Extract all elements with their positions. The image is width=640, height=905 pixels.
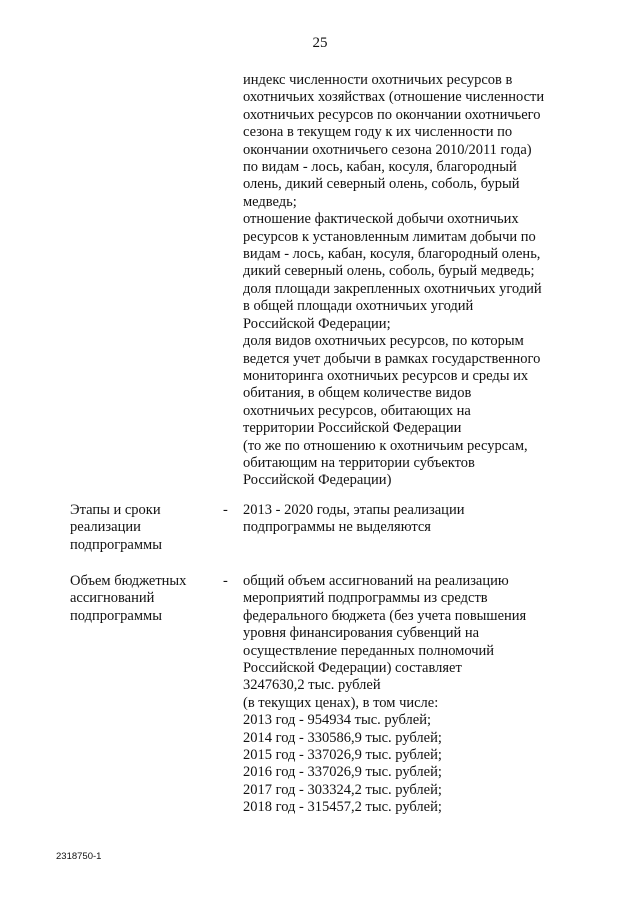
budget-label — [70, 573, 220, 625]
text-line: обитающим на территории субъектов — [243, 454, 475, 471]
value-line: 2017 год - 303324,2 тыс. рублей; — [243, 781, 442, 798]
label-line: Объем бюджетных — [70, 573, 187, 589]
text-line: мониторинга охотничьих ресурсов и среды их — [243, 367, 529, 384]
text-line: медведь; — [243, 193, 297, 210]
value-line: (в текущих ценах), в том числе: — [243, 694, 439, 711]
text-line: по видам - лось, кабан, косуля, благородный — [243, 159, 517, 176]
text-line: сезона в текущем году к их численности по — [243, 124, 513, 141]
label-line: Этапы и сроки — [70, 502, 161, 518]
text-line: доля видов охотничьих ресурсов, по которым — [243, 333, 524, 350]
text-line: охотничьих хозяйствах (отношение численности — [243, 89, 545, 106]
text-line: доля площади закрепленных охотничьих угодий — [243, 280, 542, 297]
budget-value — [243, 573, 623, 817]
text-line: территории Российской Федерации — [243, 420, 462, 437]
value-line: 2013 - 2020 годы, этапы реализации — [243, 502, 465, 518]
value-line: федерального бюджета (без учета повышения — [243, 607, 527, 624]
stages-label — [70, 502, 220, 554]
text-line: охотничьих ресурсов по окончании охотничьего — [243, 106, 541, 123]
indicators-list — [243, 72, 623, 490]
budget-dash: - — [223, 573, 228, 589]
value-line: 2018 год - 315457,2 тыс. рублей; — [243, 799, 442, 816]
text-line: в общей площади охотничьих угодий — [243, 298, 474, 315]
value-line: осуществление переданных полномочий — [243, 642, 495, 659]
document-code: 2318750-1 — [56, 851, 102, 862]
text-line: обитания, в общем количестве видов — [243, 385, 472, 402]
text-line: Российской Федерации) — [243, 472, 392, 489]
value-line: 3247630,2 тыс. рублей — [243, 677, 381, 694]
stages-dash: - — [223, 502, 228, 518]
text-line: окончании охотничьего сезона 2010/2011 года) — [243, 141, 532, 158]
value-line: общий объем ассигнований на реализацию — [243, 573, 509, 589]
text-line: отношение фактической добычи охотничьих — [243, 211, 519, 228]
value-line: 2015 год - 337026,9 тыс. рублей; — [243, 747, 442, 764]
value-line: Российской Федерации) составляет — [243, 660, 462, 677]
stages-value — [243, 502, 623, 537]
text-line: индекс численности охотничьих ресурсов в — [243, 72, 513, 88]
value-line: 2014 год - 330586,9 тыс. рублей; — [243, 729, 442, 746]
value-line: 2016 год - 337026,9 тыс. рублей; — [243, 764, 442, 781]
text-line: (то же по отношению к охотничьим ресурсам, — [243, 437, 528, 454]
text-line: ресурсов к установленным лимитам добычи по — [243, 228, 536, 245]
value-line: подпрограммы не выделяются — [243, 519, 431, 536]
text-line: видам - лось, кабан, косуля, благородный олень, — [243, 246, 541, 263]
label-line: реализации — [70, 519, 141, 536]
text-line: ведется учет добычи в рамках государственного — [243, 350, 541, 367]
value-line: 2013 год - 954934 тыс. рублей; — [243, 712, 431, 729]
value-line: мероприятий подпрограммы из средств — [243, 590, 488, 607]
label-line: подпрограммы — [70, 607, 162, 624]
label-line: подпрограммы — [70, 536, 162, 553]
text-line: охотничьих ресурсов, обитающих на — [243, 402, 471, 419]
label-line: ассигнований — [70, 590, 155, 607]
text-line: дикий северный олень, соболь, бурый медведь; — [243, 263, 535, 280]
text-line: олень, дикий северный олень, соболь, бурый — [243, 176, 520, 193]
value-line: уровня финансирования субвенций на — [243, 625, 480, 642]
text-line: Российской Федерации; — [243, 315, 391, 332]
page-number: 25 — [312, 35, 328, 51]
